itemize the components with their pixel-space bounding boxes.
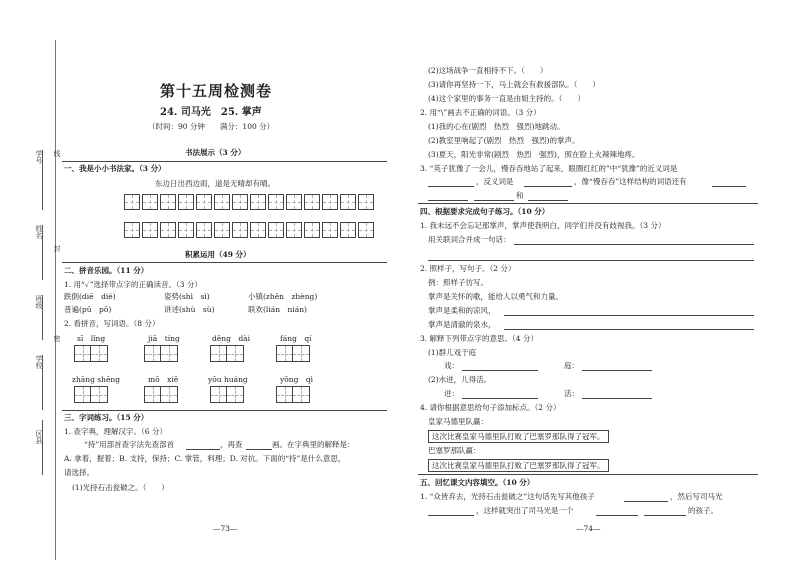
pinyin-label: yōu huáng <box>208 375 248 384</box>
q3-1-sentence-4[interactable]: (4)这个家里的事务一直是由姐主持的。（ ） <box>428 94 585 103</box>
calligraphy-heading: 书法展示（3 分） <box>185 148 246 157</box>
q5-1-text-b: ，然后写司马光 <box>670 492 723 501</box>
pinyin-label: děng dài <box>212 334 251 343</box>
q4-3-label: 庭： <box>564 361 579 370</box>
q4-2-prompt-1: 掌声是柔和的凉风， <box>428 306 496 315</box>
pinyin-label: yǒng qì <box>280 375 314 384</box>
answer-line[interactable] <box>514 235 754 245</box>
answer-blank[interactable] <box>712 177 746 187</box>
q4-4-case-2: 巴塞罗那队赢： <box>428 446 481 455</box>
label-secret: 密 <box>53 335 61 342</box>
divider <box>62 262 387 263</box>
q4-4-case-1: 皇家马德里队赢： <box>428 417 488 426</box>
pinyin-label: zhāng shēng <box>72 375 121 384</box>
q4-3-label: 戏： <box>444 361 459 370</box>
question-3-3: 3. “英子犹豫了一会儿，慢吞吞地站了起来，眼圈红红的”中“犹豫”的近义词是 <box>420 164 678 173</box>
section-5-heading: 五、回忆课文内容填空。（10 分） <box>420 478 535 487</box>
question-4-2: 2. 照样子，写句子。（2 分） <box>420 264 516 273</box>
q3-1-instruction: 请选择。 <box>64 468 94 477</box>
label-seal: 封 <box>53 245 61 252</box>
page-number: —73— <box>213 524 238 533</box>
q3-1-text-b: ，再查 <box>220 440 243 449</box>
calligraphy-sentence: 东边日出西边雨，道是无晴却有晴。 <box>155 179 275 188</box>
answer-blank[interactable] <box>644 506 686 516</box>
answer-box[interactable] <box>74 386 108 403</box>
q4-3-label: 迸： <box>444 389 459 398</box>
q5-1-text-c: ，这样就突出了司马光是一个 <box>476 506 574 515</box>
q3-1-sentence-3[interactable]: (3)请你再坚持一下，马上就会有救援部队。（ ） <box>428 80 600 89</box>
q3-2-item-1[interactable]: (1)我的心在(剧烈 热烈 强烈)地跳动。 <box>428 122 565 131</box>
answer-blank[interactable] <box>624 492 668 502</box>
question-3-2: 2. 用“\”画去不正确的词语。（3 分） <box>420 108 541 117</box>
reading-choice[interactable]: 小镇(zhēn zhèng) <box>248 292 318 301</box>
right-page <box>400 0 800 566</box>
answer-blank[interactable] <box>596 506 638 516</box>
answer-box[interactable] <box>144 386 178 403</box>
answer-blank[interactable] <box>474 191 514 201</box>
question-4-4: 4. 请你根据意思给句子添加标点。（2 分） <box>420 403 561 412</box>
q3-3-text-c: 和 <box>516 191 524 200</box>
q4-2-model: 掌声是关怀的歌，能给人以勇气和力量。 <box>428 292 563 301</box>
divider <box>418 474 758 475</box>
question-4-3: 3. 解释下列带点字的意思。（4 分） <box>420 334 538 343</box>
label-district: 区县 <box>35 430 43 444</box>
q3-3-text-b2: ，像“慢吞吞”这样结构的词语还有 <box>574 177 687 186</box>
section-4-heading: 四、根据要求完成句子练习。（10 分） <box>420 207 550 216</box>
label-line: 线 <box>53 150 61 157</box>
q5-1-text-d: 的孩子。 <box>688 506 718 515</box>
punctuation-sentence-box[interactable]: 这次比赛皇家马德里队打败了巴塞罗那队得了冠军。 <box>428 430 609 443</box>
answer-line[interactable] <box>428 251 754 261</box>
reading-choice[interactable]: 讲述(shù sù) <box>164 305 215 314</box>
section-3-heading: 三、字词练习。（15 分） <box>64 413 149 422</box>
reading-choice[interactable]: 联欢(lián nián) <box>248 305 307 314</box>
question-3-1: 1. 查字典，理解汉字。（6 分） <box>64 427 167 436</box>
answer-line[interactable] <box>504 320 754 330</box>
answer-box[interactable] <box>276 386 310 403</box>
q3-2-item-3[interactable]: (3)夏天，阳光非常(剧烈 热烈 强烈)，照在脸上火辣辣地疼。 <box>428 150 640 159</box>
label-name: 姓名 <box>35 225 43 239</box>
q4-2-prompt-2: 掌声是清澈的泉水， <box>428 320 496 329</box>
label-class: 班级 <box>35 295 43 309</box>
divider <box>62 410 387 411</box>
pinyin-label: fáng qí <box>280 334 312 343</box>
answer-blank[interactable] <box>582 361 652 371</box>
q3-1-sentence-2[interactable]: (2)这场战争一直相持不下。（ ） <box>428 66 548 75</box>
answer-blank[interactable] <box>462 389 538 399</box>
reading-choice[interactable]: 姿势(shì sì) <box>164 292 210 301</box>
lesson-subtitle: 24. 司马光 25. 掌声 <box>160 107 262 118</box>
answer-line[interactable] <box>504 306 754 316</box>
divider <box>62 161 387 162</box>
q4-3-phrase-2: (2)水迸，儿得活。 <box>428 375 492 384</box>
pinyin-label: sī lǐng <box>77 334 106 343</box>
q4-3-phrase-1: (1)群儿戏于庭 <box>428 348 477 357</box>
divider <box>418 203 758 204</box>
answer-box[interactable] <box>210 345 244 362</box>
reading-choice[interactable]: 跌倒(diē dié) <box>64 292 116 301</box>
answer-blank[interactable] <box>462 361 538 371</box>
answer-blank[interactable] <box>186 440 220 450</box>
label-school: 学校 <box>35 355 43 369</box>
q3-1-text-c: 画。在字典里的解释是： <box>272 440 355 449</box>
q4-3-label: 活： <box>564 389 579 398</box>
section-1-heading: 一、我是小小书法家。（3 分） <box>64 164 166 173</box>
section-2-heading: 二、拼音乐园。（11 分） <box>64 266 149 275</box>
accumulation-heading: 积累运用（49 分） <box>185 250 251 259</box>
answer-blank[interactable] <box>246 440 272 450</box>
page-number: —74— <box>576 524 601 533</box>
label-student-id: 学号 <box>35 150 43 164</box>
exam-meta: （时间：90 分钟 满分：100 分） <box>148 122 275 131</box>
answer-box[interactable] <box>276 345 310 362</box>
answer-blank[interactable] <box>582 389 652 399</box>
q4-2-example: 例：照样子仿写。 <box>428 278 488 287</box>
q3-1-sentence-1[interactable]: (1)光持石击瓮破之。（ ） <box>72 483 169 492</box>
reading-choice[interactable]: 普遍(pǔ pō) <box>64 305 112 314</box>
answer-box[interactable] <box>74 345 108 362</box>
writing-grid-row-1[interactable] <box>124 194 376 210</box>
answer-blank[interactable] <box>428 191 468 201</box>
q3-2-item-2[interactable]: (2)教室里响起了(剧烈 热烈 强烈)的掌声。 <box>428 136 580 145</box>
writing-grid-row-2[interactable] <box>124 222 376 238</box>
pinyin-label: mō xiě <box>148 375 179 384</box>
q3-1-text-a: “持”用部首查字法先查部首 <box>84 440 175 449</box>
page-title: 第十五周检测卷 <box>160 82 273 100</box>
answer-blank[interactable] <box>428 177 474 187</box>
q3-1-definitions: A. 拿着，握着；B. 支持，保持；C. 掌管，料理；D. 对抗。下面的“持”是什么意思， <box>64 454 346 463</box>
question-4-1: 1. 我未远不会忘记那掌声，掌声使我明白，同学们并没有歧视我。（3 分） <box>420 221 666 230</box>
q5-1-text-a: 1. “众皆弃去，光持石击瓮破之”这句话先写其他孩子 <box>420 492 595 501</box>
answer-blank[interactable] <box>428 506 474 516</box>
question-2-1: 1. 用“✓”选择带点字的正确读音。（3 分） <box>64 280 202 289</box>
punctuation-sentence-box[interactable]: 这次比赛皇家马德里队打败了巴塞罗那队得了冠军。 <box>428 459 609 472</box>
answer-blank[interactable] <box>528 191 568 201</box>
answer-box[interactable] <box>210 386 244 403</box>
answer-blank[interactable] <box>524 177 572 187</box>
question-2-2: 2. 看拼音，写词语。（8 分） <box>64 319 160 328</box>
pinyin-label: jiā tíng <box>148 334 180 343</box>
q4-1-instruction: 用关联词合并成一句话： <box>428 235 511 244</box>
answer-box[interactable] <box>144 345 178 362</box>
q3-3-text-b1: ，反义词是 <box>476 177 514 186</box>
